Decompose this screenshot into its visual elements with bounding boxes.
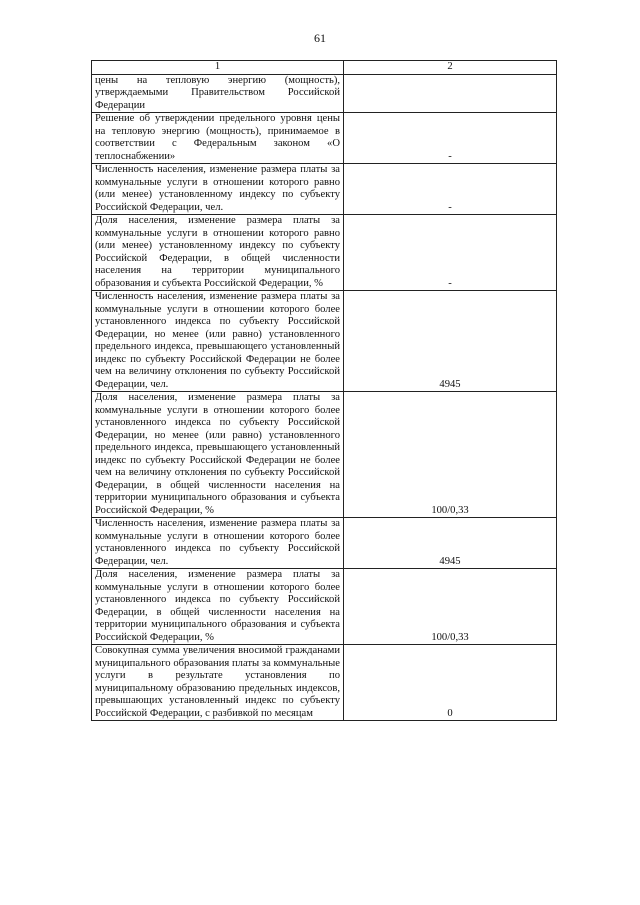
row-description: Численность населения, изменение размера платы за коммунальные услуги в отношении которого более установленного индекса по субъекту Российской Федерации, чел. — [92, 518, 344, 569]
row-value: 100/0,33 — [344, 569, 557, 645]
row-description: Численность населения, изменение размера платы за коммунальные услуги в отношении которого равно (или менее) установленному индексу по субъекту Российской Федерации, чел. — [92, 164, 344, 215]
table-row — [92, 164, 557, 215]
row-description: Совокупная сумма увеличения вносимой гражданами муниципального образования платы за коммунальные услуги в результате установления по муниципальному образованию предельных индексов, превышающих установленный индекс по субъекту Российской Федерации, с разбивкой по месяцам — [92, 645, 344, 721]
row-value: - — [344, 113, 557, 164]
row-description: цены на тепловую энергию (мощность), утверждаемыми Правительством Российской Федерации — [92, 74, 344, 113]
row-description: Доля населения, изменение размера платы за коммунальные услуги в отношении которого более установленного индекса по субъекту Российской Федерации, в общей численности населения на территории муниципального образования и субъекта Российской Федерации, % — [92, 569, 344, 645]
table-row — [92, 215, 557, 291]
row-value: 4945 — [344, 518, 557, 569]
table-row — [92, 645, 557, 721]
row-description: Численность населения, изменение размера платы за коммунальные услуги в отношении которого более установленного индекса по субъекту Российской Федерации, но менее (или равно) установленного предельного индекса, превышающего установленный индекс по субъекту Российской Федерации не более чем на величину отклонения по субъекту Российской Федерации, чел. — [92, 291, 344, 392]
row-description: Доля населения, изменение размера платы за коммунальные услуги в отношении которого равно (или менее) установленному индексу по субъекту Российской Федерации, в общей численности населения на территории муниципального образования и субъекта Российской Федерации, % — [92, 215, 344, 291]
table-header-row — [92, 61, 557, 75]
row-description: Доля населения, изменение размера платы за коммунальные услуги в отношении которого более установленного индекса по субъекту Российской Федерации, но менее (или равно) установленного предельного индекса, превышающего установленный индекс по субъекту Российской Федерации не более чем на величину отклонения по субъекту Российской Федерации, в общей численности населения на территории муниципального образования и субъекта Российской Федерации, % — [92, 392, 344, 518]
table-row — [92, 291, 557, 392]
row-value: - — [344, 164, 557, 215]
page-number: 61 — [314, 31, 326, 45]
row-value: 100/0,33 — [344, 392, 557, 518]
table-row — [92, 569, 557, 645]
row-value: 0 — [344, 645, 557, 721]
row-value: 4945 — [344, 291, 557, 392]
row-description: Решение об утверждении предельного уровня цены на тепловую энергию (мощность), принимаемое в соответствии с Федеральным законом «О теплоснабжении» — [92, 113, 344, 164]
column-header-1: 1 — [92, 61, 344, 75]
table-row — [92, 113, 557, 164]
table-row — [92, 74, 557, 113]
table-row — [92, 518, 557, 569]
row-value — [344, 74, 557, 113]
column-header-2: 2 — [344, 61, 557, 75]
data-table — [91, 60, 557, 721]
table-row — [92, 392, 557, 518]
row-value: - — [344, 215, 557, 291]
